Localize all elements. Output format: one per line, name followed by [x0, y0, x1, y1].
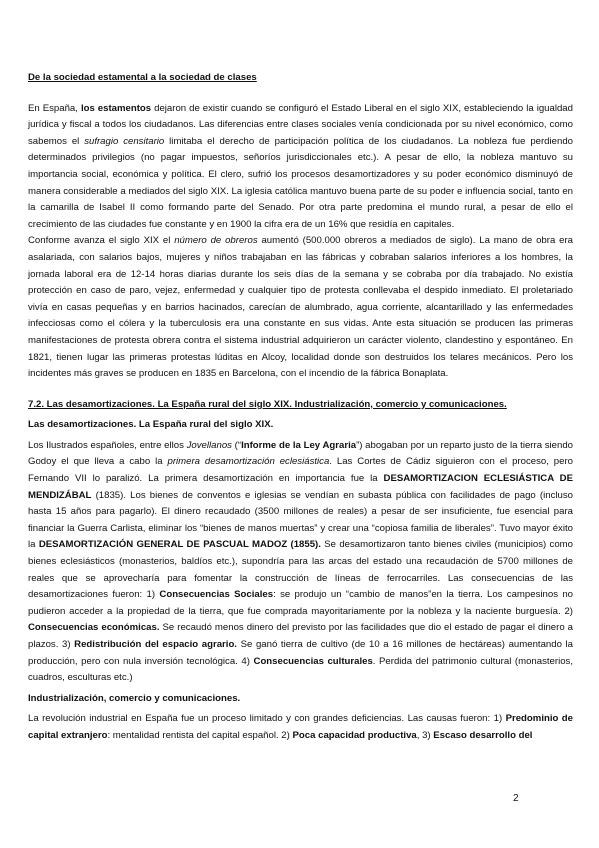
bold-text: Escaso desarrollo del — [433, 729, 533, 741]
text-run: Se recaudó menos dinero del previsto por las facilidades que dio el estado de pagar el dinero a plazos. 3) — [28, 622, 574, 650]
bold-text: los estamentos — [80, 102, 152, 114]
text-run: : mentalidad rentista del capital español. 2) — [107, 729, 293, 741]
text-run: limitaba el derecho de participación política de los ciudadanos. La nobleza fue perdiendo determinados privilegios (no pagar impuestos, señoríos jurisdiccionales etc.). A pesar de ello, la nobleza mantuvo su importancia social, económica y política. El clero, sufrió los procesos desamortizadores y su poder económico disminuyó de manera considerable a mediados del siglo XIX. La iglesia católica mantuvo buena parte de su poder e influencia social, tanto en la camarilla de Isabel II como formando parte del Senado. Por otra parte predomina el mundo rural, a pesar de ello el crecimiento de las ciudades fue constante y en 1900 la cifra era de un 16% que residía en capitales. — [28, 135, 573, 230]
subheading-industrializacion: Industrialización, comercio y comunicaciones. — [28, 692, 241, 704]
paragraph-industrializacion — [28, 711, 573, 744]
page-number: 2 — [513, 793, 519, 804]
text-run: Los Ilustrados españoles, entre ellos — [28, 439, 187, 451]
text-run: En España, — [28, 102, 81, 114]
italic-text: sufragio censitario — [84, 135, 165, 147]
paragraph-obreros — [28, 233, 573, 382]
text-run: . Las Cortes de Cádiz siguieron con el proceso, pero Fernando VII lo paralizó. La primera desamortización en importancia fue la — [28, 456, 573, 485]
italic-text: número de obreros — [174, 235, 258, 247]
bold-text: Predominio de capital extranjero — [28, 713, 573, 741]
document-page — [28, 70, 573, 745]
bold-text: Consecuencias culturales — [253, 655, 373, 667]
italic-text: primera desamortización eclesiástica — [167, 456, 330, 468]
text-run: aumentó (500.000 obreros a mediados de siglo). La mano de obra era asalariada, con salarios bajos, mujeres y niños trabajaban en las fábricas y cobraban salarios inferiores a los hombres, la jornada laboral era de 12-14 horas diarias durante los seis días de la semana y se cobraba por día trabajado. No existía protección en caso de paro, vejez, enfermedad y cualquier tipo de protesta conllevaba el despido inmediato. El proletariado vivía en casas pequeñas y en barrios hacinados, carecían de alumbrado, agua corriente, alcantarillado y las enfermedades infecciosas como el cólera y la tuberculosis era una constante en sus vidas. Ante esta situación se producen las primeras manifestaciones de protesta obrera contra el sistema industrial adquirieron un carácter violento, clandestino y espontáneo. En 1821, tienen lugar las primeras protestas lúditas en Alcoy, localidad donde son destruidos los telares mecánicos. Pero los incidentes más graves se producen en 1835 en Barcelona, con el incendio de la fábrica Bonaplata. — [28, 235, 574, 380]
section-heading-sociedad: De la sociedad estamental a la sociedad de clases — [28, 72, 257, 83]
subheading-desamortizaciones: Las desamortizaciones. La España rural del siglo XIX. — [28, 419, 274, 431]
bold-text: DESAMORTIZACIÓN GENERAL DE PASCUAL MADOZ (1855). — [38, 539, 321, 551]
text-run: , 3) — [416, 729, 434, 741]
text-run: La revolución industrial en España fue un proceso limitado y con grandes deficiencias. Las causas fueron: 1) — [28, 713, 506, 725]
bold-text: Consecuencias económicas. — [28, 622, 160, 634]
text-run: (1835). Los bienes de conventos e iglesias se vendían en subasta pública con facilidades de pago (incluso hasta 15 años para pagarlo). El dinero recaudado (3500 millones de reales) a pesar de ser insuficiente, fue esencial para financiar la Guerra Carlista, eliminar los “bienes de manos muertas” y crear una “copiosa familia de liberales”. Tuvo mayor éxito la — [28, 489, 573, 551]
paragraph-desamortizaciones — [28, 438, 573, 687]
text-run: Se desamortizaron tanto bienes civiles (municipios) como bienes eclesiásticos (monasterios, baldíos etc.), supondría para las arcas del estado una recaudación de 5700 millones de reales que se aprovecharía para fomentar la construcción de líneas de ferrocarriles. Las consecuencias de las desamortizaciones fueron: 1) — [28, 539, 573, 601]
text-run: Conforme avanza el siglo XIX el — [28, 235, 175, 247]
bold-text: DESAMORTIZACION ECLESIÁSTICA DE MENDIZÁBAL — [28, 473, 573, 501]
bold-text: Informe de la Ley Agraria — [241, 439, 357, 451]
bold-text: Consecuencias Sociales — [159, 589, 274, 601]
text-run: : se produjo un “cambio de manos”en la tierra. Los campesinos no pudieron acceder a la propiedad de la tierra, que fue comprada mayoritariamente por la nobleza y la naciente burguesía. 2) — [28, 589, 573, 617]
text-run: Se ganó tierra de cultivo (de 10 a 16 millones de hectáreas) aumentando la producción, pero con nula inversión tecnológica. 4) — [28, 639, 574, 667]
text-run: (“ — [231, 439, 242, 451]
bold-text: Redistribución del espacio agrario. — [74, 639, 237, 650]
paragraph-estamentos — [28, 101, 573, 234]
text-run: ”) abogaban por un reparto justo de la tierra siendo Godoy el que lleva a cabo la — [28, 439, 574, 468]
bold-text: Poca capacidad productiva — [292, 729, 417, 741]
section-heading-desamortizaciones: 7.2. Las desamortizaciones. La España rural del siglo XIX. Industrialización, comercio y comunicaciones. — [28, 398, 507, 410]
italic-text: Jovellanos — [186, 439, 232, 451]
text-run: dejaron de existir cuando se configuró el Estado Liberal en el siglo XIX, estableciendo la igualdad jurídica y fiscal a todos los ciudadanos. Las diferencias entre clases sociales venía condicionada por su nivel económico, como sabemos el — [28, 102, 573, 147]
text-run: . Perdida del patrimonio cultural (monasterios, cuadros, esculturas etc.) — [28, 655, 574, 684]
